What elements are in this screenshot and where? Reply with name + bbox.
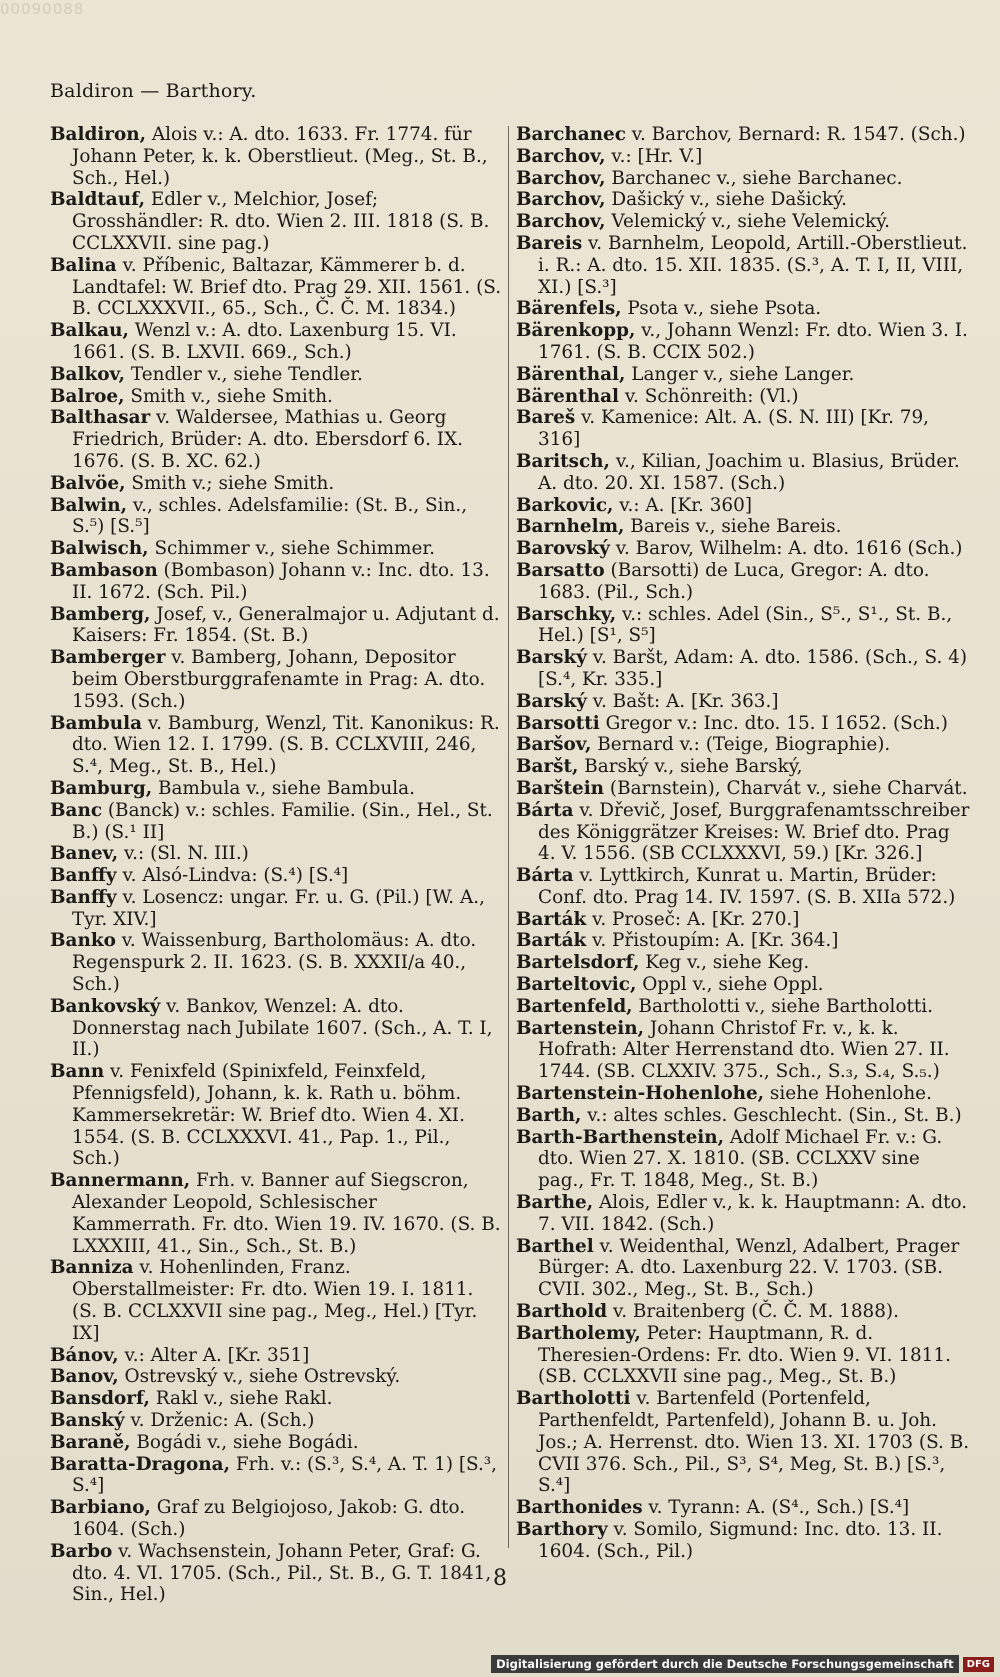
entry-text: v. Barov, Wilhelm: A. dto. 1616 (Sch.)	[609, 538, 963, 560]
dictionary-entry	[516, 538, 971, 560]
entry-headword: Barchov,	[516, 189, 606, 211]
entry-headword: Banko	[50, 930, 116, 952]
dictionary-entry	[516, 1236, 971, 1301]
entry-headword: Barchov,	[516, 167, 606, 189]
entry-text: v. Weidenthal, Wenzl, Adalbert, Prager Bürger: A. dto. Laxenburg 22. V. 1703. (SB. CVII. 302., Meg., St. B., Sch.)	[538, 1235, 960, 1301]
entry-text: Keg v., siehe Keg.	[639, 952, 810, 974]
entry-headword: Bamburg,	[50, 777, 153, 799]
running-head: Baldiron — Barthory.	[50, 80, 257, 102]
entry-text: Bartholotti v., siehe Bartholotti.	[632, 995, 934, 1017]
dictionary-entry	[50, 604, 502, 648]
entry-text: v. Bankov, Wenzel: A. dto. Donnerstag nach Jubilate 1607. (Sch., A. T. I, II.)	[72, 995, 493, 1061]
dictionary-entry	[516, 1083, 971, 1105]
dictionary-entry	[50, 560, 502, 604]
entry-text: Barchanec v., siehe Barchanec.	[605, 167, 903, 189]
entry-headword: Baldiron,	[50, 124, 147, 145]
entry-text: Schimmer v., siehe Schimmer.	[148, 538, 435, 560]
entry-text: Rakl v., siehe Rakl.	[149, 1388, 333, 1410]
entry-headword: Baritsch,	[516, 450, 610, 472]
dictionary-entry	[516, 1301, 971, 1323]
dictionary-entry	[516, 996, 971, 1018]
entry-text: v.: A. [Kr. 360]	[613, 494, 753, 516]
dictionary-entry	[516, 386, 971, 408]
entry-text: (Bombason) Johann v.: Inc. dto. 13. II. 1672. (Sch. Pil.)	[72, 559, 490, 603]
dictionary-entry	[516, 168, 971, 190]
dictionary-entry	[516, 1018, 971, 1083]
entry-text: v. Alsó-Lindva: (S.⁴) [S.⁴]	[116, 865, 349, 887]
entry-headword: Baršt,	[516, 756, 579, 778]
entry-text: Alois v.: A. dto. 1633. Fr. 1774. für Johann Peter, k. k. Oberstlieut. (Meg., St. B., Sch., Hel.)	[72, 124, 488, 189]
dictionary-entry	[50, 778, 502, 800]
entry-headword: Bareš	[516, 407, 576, 429]
entry-text: Adolf Michael Fr. v.: G. dto. Wien 27. X. 1810. (SB. CCLXXV sine pag., Fr. T. 1848, Meg., St. B.)	[538, 1126, 943, 1192]
entry-headword: Bärenthal,	[516, 363, 626, 385]
entry-text: v. Dřevič, Josef, Burggrafenamtsschreiber des Königgrätzer Kreises: W. Brief dto. Prag 4. V. 1556. (SB CCLXXXVI, 59.) [Kr. 326.]	[538, 799, 970, 865]
entry-headword: Barštein	[516, 777, 605, 799]
entry-text: v. Kamenice: Alt. A. (S. N. III) [Kr. 79, 316]	[538, 407, 930, 451]
entry-headword: Balkov,	[50, 363, 126, 385]
entry-headword: Bareis	[516, 232, 583, 254]
entry-text: v. Losencz: ungar. Fr. u. G. (Pil.) [W. A., Tyr. XIV.]	[72, 886, 485, 930]
dictionary-entry	[50, 495, 502, 539]
entry-headword: Barbo	[50, 1540, 113, 1562]
entry-text: Johann Christof Fr. v., k. k. Hofrath: Alter Herrenstand dto. Wien 27. II. 1744. (SB. CLXXIV. 375., Sch., S.₃, S.₄, S.₅.)	[538, 1017, 950, 1083]
entry-text: v.: schles. Adel (Sin., S⁵., S¹., St. B., Hel.) [S¹, S⁵]	[538, 603, 953, 647]
dictionary-entry	[516, 1105, 971, 1127]
entry-text: v. Proseč: A. [Kr. 270.]	[586, 908, 800, 930]
dictionary-entry	[516, 1323, 971, 1388]
entry-text: v. Přistoupím: A. [Kr. 364.]	[586, 930, 839, 952]
entry-headword: Barchanec	[516, 124, 626, 145]
dictionary-entry	[516, 189, 971, 211]
entry-text: v. Bašt: A. [Kr. 363.]	[586, 690, 779, 712]
entry-text: v. Wachsenstein, Johann Peter, Graf: G. dto. 4. VI. 1705. (Sch., Pil., St. B., G. T. 1841, Sin., Hel.)	[72, 1540, 492, 1606]
dictionary-entry	[50, 887, 502, 931]
entry-headword: Bánov,	[50, 1344, 119, 1366]
entry-headword: Barthel	[516, 1235, 594, 1257]
entry-text: Peter: Hauptmann, R. d. Theresien-Ordens: Fr. dto. Wien 9. VI. 1811. (SB. CCLXXVII sine pag., Meg., St. B.)	[538, 1322, 951, 1388]
dictionary-entry	[50, 473, 502, 495]
entry-headword: Barkovic,	[516, 494, 614, 516]
dictionary-entry	[50, 800, 502, 844]
entry-headword: Barschky,	[516, 603, 617, 625]
entry-headword: Bartholotti	[516, 1388, 631, 1410]
entry-text: Ostrevský v., siehe Ostrevský.	[118, 1366, 401, 1388]
entry-headword: Barthory	[516, 1519, 608, 1540]
entry-text: v. Waldersee, Mathias u. Georg Friedrich, Brüder: A. dto. Ebersdorf 6. IX. 1676. (S. B. XC. 62.)	[72, 407, 464, 472]
dictionary-entry	[516, 560, 971, 604]
entry-text: Barský v., siehe Barský,	[578, 756, 803, 778]
dictionary-entry	[50, 255, 502, 320]
entry-text: (Barsotti) de Luca, Gregor: A. dto. 1683. (Pil., Sch.)	[538, 559, 930, 603]
dictionary-entry	[516, 909, 971, 931]
entry-headword: Barsatto	[516, 559, 605, 581]
entry-headword: Barovský	[516, 538, 610, 560]
entry-headword: Baršov,	[516, 734, 592, 756]
entry-text: v. Schönreith: (Vl.)	[619, 385, 799, 407]
entry-text: Alois, Edler v., k. k. Hauptmann: A. dto. 7. VII. 1842. (Sch.)	[538, 1192, 968, 1235]
dictionary-entry	[50, 930, 502, 995]
column-divider	[508, 126, 509, 1548]
entry-headword: Bamberg,	[50, 603, 151, 625]
dictionary-entry	[50, 320, 502, 364]
entry-headword: Bamberger	[50, 647, 166, 669]
entry-headword: Barsotti	[516, 712, 600, 734]
entry-text: v., Kilian, Joachim u. Blasius, Brüder. A. dto. 20. XI. 1587. (Sch.)	[538, 450, 960, 494]
dictionary-entry	[50, 865, 502, 887]
dictionary-entry	[50, 538, 502, 560]
dictionary-entry	[516, 647, 971, 691]
dictionary-entry	[516, 211, 971, 233]
entry-headword: Bárta	[516, 799, 574, 821]
dictionary-entry	[50, 1345, 502, 1367]
entry-headword: Barthold	[516, 1301, 608, 1323]
dictionary-entry	[516, 604, 971, 648]
entry-text: (Banck) v.: schles. Familie. (Sin., Hel., St. B.) (S.¹ II]	[72, 799, 493, 843]
dfg-logo: DFG	[963, 1657, 994, 1672]
entry-headword: Banniza	[50, 1257, 134, 1279]
dictionary-entry	[50, 1366, 502, 1388]
dictionary-entry	[50, 1497, 502, 1541]
dictionary-entry	[516, 691, 971, 713]
entry-headword: Balkau,	[50, 320, 129, 342]
entry-headword: Bartelsdorf,	[516, 952, 640, 974]
dictionary-entry	[516, 233, 971, 298]
dictionary-entry	[516, 451, 971, 495]
dictionary-entry	[50, 1454, 502, 1498]
dictionary-entry	[516, 930, 971, 952]
entry-text: v. Somilo, Sigmund: Inc. dto. 13. II. 1604. (Sch., Pil.)	[538, 1519, 943, 1562]
entry-headword: Bansdorf,	[50, 1388, 150, 1410]
entry-text: Graf zu Belgiojoso, Jakob: G. dto. 1604. (Sch.)	[72, 1497, 466, 1540]
dictionary-entry	[516, 756, 971, 778]
entry-headword: Bartholemy,	[516, 1322, 641, 1344]
dictionary-entry	[516, 1127, 971, 1192]
entry-text: Edler v., Melchior, Josef; Grosshändler: R. dto. Wien 2. III. 1818 (S. B. CCLXXVII. sine pag.)	[72, 189, 490, 254]
entry-headword: Barský	[516, 690, 587, 712]
dictionary-entry	[50, 407, 502, 472]
dictionary-entry	[50, 1388, 502, 1410]
dictionary-entry	[50, 124, 502, 189]
dictionary-entry	[50, 1432, 502, 1454]
dictionary-entry	[516, 146, 971, 168]
entry-text: v. Bamburg, Wenzl, Tit. Kanonikus: R. dto. Wien 12. I. 1799. (S. B. CCLXVIII, 246, S.⁴, Meg., St. B., Hel.)	[72, 712, 500, 778]
entry-text: siehe Hohenlohe.	[764, 1083, 932, 1105]
dictionary-entry	[516, 952, 971, 974]
left-column	[50, 124, 502, 1606]
dictionary-entry	[50, 1410, 502, 1432]
entry-text: v. Fenixfeld (Spinixfeld, Feinxfeld, Pfennigsfeld), Johann, k. k. Rath u. böhm. Kammersekretär: W. Brief dto. Wien 4. XI. 1554. (S. B. CCLXXXVI. 41., Pap. 1., Pil., Sch.)	[72, 1061, 465, 1170]
entry-text: Bambula v., siehe Bambula.	[152, 777, 415, 799]
entry-headword: Banev,	[50, 843, 119, 865]
entry-headword: Barchov,	[516, 145, 606, 167]
entry-text: Frh. v. Banner auf Siegscron, Alexander Leopold, Schlesischer Kammerrath. Fr. dto. Wien 19. IV. 1670. (S. B. LXXXIII, 41., Sin., Sch., St. B.)	[72, 1170, 501, 1257]
entry-headword: Bärenthal	[516, 385, 619, 407]
dictionary-entry	[50, 1170, 502, 1257]
entry-headword: Banský	[50, 1410, 125, 1432]
dictionary-entry	[50, 1061, 502, 1170]
entry-headword: Barteltovic,	[516, 974, 637, 996]
dictionary-entry	[516, 865, 971, 909]
dictionary-entry	[516, 1192, 971, 1236]
entry-text: v. Braitenberg (Č. Č. M. 1888).	[607, 1301, 899, 1323]
entry-headword: Bambason	[50, 559, 158, 581]
entry-text: Smith v.; siehe Smith.	[125, 472, 335, 494]
entry-text: v. Příbenic, Baltazar, Kämmerer b. d. Landtafel: W. Brief dto. Prag 29. XII. 1561. (S. B. CCLXXXVII., 65., Sch., Č. Č. M. 1834.)	[72, 254, 502, 320]
entry-text: v. Tyrann: A. (S⁴., Sch.) [S.⁴]	[642, 1497, 910, 1519]
entry-headword: Banov,	[50, 1366, 119, 1388]
entry-text: Bogádi v., siehe Bogádi.	[130, 1431, 359, 1453]
dictionary-entry	[50, 647, 502, 712]
entry-headword: Barnhelm,	[516, 516, 625, 538]
dictionary-entry	[516, 1497, 971, 1519]
right-column	[516, 124, 971, 1563]
dictionary-entry	[50, 713, 502, 778]
entry-headword: Banffy	[50, 886, 117, 908]
entry-headword: Bárta	[516, 865, 574, 887]
entry-text: v. Barchov, Bernard: R. 1547. (Sch.)	[625, 124, 966, 145]
dictionary-entry	[516, 974, 971, 996]
page-number: 8	[493, 1566, 507, 1591]
entry-text: v. Baršt, Adam: A. dto. 1586. (Sch., S. 4) [S.⁴, Kr. 335.]	[538, 647, 968, 690]
dictionary-entry	[516, 320, 971, 364]
entry-headword: Bärenfels,	[516, 298, 622, 320]
dictionary-entry	[516, 407, 971, 451]
entry-text: Smith v., siehe Smith.	[124, 385, 333, 407]
entry-text: Bernard v.: (Teige, Biographie).	[591, 734, 891, 756]
dictionary-entry	[516, 734, 971, 756]
entry-text: v. Drženic: A. (Sch.)	[124, 1410, 315, 1432]
entry-text: Frh. v.: (S.³, S.⁴, A. T. 1) [S.³, S.⁴]	[72, 1453, 498, 1497]
entry-text: Gregor v.: Inc. dto. 15. I 1652. (Sch.)	[599, 712, 948, 734]
entry-headword: Barták	[516, 930, 587, 952]
entry-headword: Bankovský	[50, 995, 161, 1017]
entry-headword: Bärenkopp,	[516, 320, 636, 342]
dictionary-entry	[50, 843, 502, 865]
dictionary-entry	[516, 1519, 971, 1563]
dictionary-entry	[516, 516, 971, 538]
dictionary-entry	[516, 298, 971, 320]
footer-text: Digitalisierung gefördert durch die Deutsche Forschungsgemeinschaft	[491, 1655, 959, 1673]
entry-headword: Bartenstein-Hohenlohe,	[516, 1083, 765, 1105]
entry-text: v. Barnhelm, Leopold, Artill.-Oberstlieut. i. R.: A. dto. 15. XII. 1835. (S.³, A. T. I, II, VIII, XI.) [S.³]	[538, 232, 968, 298]
entry-headword: Baldtauf,	[50, 189, 145, 211]
entry-text: v., Johann Wenzl: Fr. dto. Wien 3. I. 1761. (S. B. CCIX 502.)	[538, 320, 968, 363]
entry-text: v. Bartenfeld (Portenfeld, Parthenfeldt, Partenfeld), Johann B. u. Joh. Jos.; A. Herrenst. dto. Wien 13. XI. 1703 (S. B. CVII 376. Sch., Pil., S³, S⁴, Meg, St. B.) [S.³, S.⁴]	[538, 1388, 970, 1497]
entry-text: Josef, v., Generalmajor u. Adjutant d. Kaisers: Fr. 1854. (St. B.)	[72, 603, 500, 647]
dictionary-entry	[516, 124, 971, 146]
dictionary-entry	[516, 1388, 971, 1497]
entry-text: Dašický v., siehe Dašický.	[605, 189, 847, 211]
entry-headword: Bann	[50, 1061, 105, 1083]
scan-id: 00090088	[0, 0, 85, 18]
entry-headword: Barchov,	[516, 211, 606, 233]
entry-text: v.: altes schles. Geschlecht. (Sin., St. B.)	[581, 1104, 962, 1126]
entry-headword: Bartenstein,	[516, 1017, 645, 1039]
entry-headword: Balwin,	[50, 494, 128, 516]
entry-headword: Balroe,	[50, 385, 125, 407]
entry-text: v.: Alter A. [Kr. 351]	[118, 1344, 310, 1366]
entry-headword: Banffy	[50, 865, 117, 887]
entry-headword: Barth,	[516, 1104, 582, 1126]
dictionary-entry	[516, 800, 971, 865]
entry-text: (Barnstein), Charvát v., siehe Charvát.	[604, 777, 968, 799]
entry-headword: Balina	[50, 254, 117, 276]
entry-headword: Bartenfeld,	[516, 995, 633, 1017]
dictionary-entry	[516, 364, 971, 386]
entry-text: v.: [Hr. V.]	[605, 145, 703, 167]
dictionary-entry	[516, 713, 971, 735]
entry-headword: Barták	[516, 908, 587, 930]
dictionary-entry	[50, 189, 502, 254]
entry-headword: Bannermann,	[50, 1170, 191, 1192]
entry-headword: Barthe,	[516, 1192, 594, 1214]
entry-text: v. Waissenburg, Bartholomäus: A. dto. Regenspurk 2. II. 1623. (S. B. XXXII/a 40., Sch.)	[72, 930, 477, 996]
entry-text: Velemický v., siehe Velemický.	[605, 211, 890, 233]
entry-headword: Baraně,	[50, 1431, 131, 1453]
entry-headword: Balvöe,	[50, 472, 126, 494]
dictionary-entry	[50, 996, 502, 1061]
entry-text: v. Bamberg, Johann, Depositor beim Oberstburggrafenamte in Prag: A. dto. 1593. (Sch.)	[72, 647, 486, 712]
entry-headword: Barthonides	[516, 1497, 643, 1519]
entry-text: Oppl v., siehe Oppl.	[636, 974, 824, 996]
entry-text: Bareis v., siehe Bareis.	[624, 516, 842, 538]
entry-text: v., schles. Adelsfamilie: (St. B., Sin., S.⁵) [S.⁵]	[72, 494, 468, 538]
dictionary-entry	[50, 364, 502, 386]
entry-headword: Bambula	[50, 712, 143, 734]
entry-text: Tendler v., siehe Tendler.	[125, 363, 363, 385]
entry-text: v.: (Sl. N. III.)	[118, 843, 249, 865]
entry-headword: Banc	[50, 799, 103, 821]
entry-text: Langer v., siehe Langer.	[625, 363, 855, 385]
entry-text: Wenzl v.: A. dto. Laxenburg 15. VI. 1661. (S. B. LXVII. 669., Sch.)	[72, 320, 457, 363]
entry-text: v. Lyttkirch, Kunrat u. Martin, Brüder: Conf. dto. Prag 14. IV. 1597. (S. B. XIIa 572.)	[538, 865, 956, 908]
dictionary-entry	[50, 386, 502, 408]
entry-text: Psota v., siehe Psota.	[621, 298, 822, 320]
entry-headword: Barský	[516, 647, 587, 669]
entry-headword: Balwisch,	[50, 538, 149, 560]
entry-headword: Barbiano,	[50, 1497, 151, 1519]
dictionary-entry	[50, 1257, 502, 1344]
entry-headword: Baratta-Dragona,	[50, 1453, 230, 1475]
entry-headword: Barth-Barthenstein,	[516, 1126, 725, 1148]
footer	[491, 1654, 994, 1674]
entry-text: v. Hohenlinden, Franz. Oberstallmeister: Fr. dto. Wien 19. I. 1811. (S. B. CCLXXVII sine pag., Meg., Hel.) [Tyr. IX]	[72, 1257, 478, 1344]
dictionary-entry	[516, 778, 971, 800]
dictionary-entry	[516, 495, 971, 517]
entry-headword: Balthasar	[50, 407, 151, 429]
